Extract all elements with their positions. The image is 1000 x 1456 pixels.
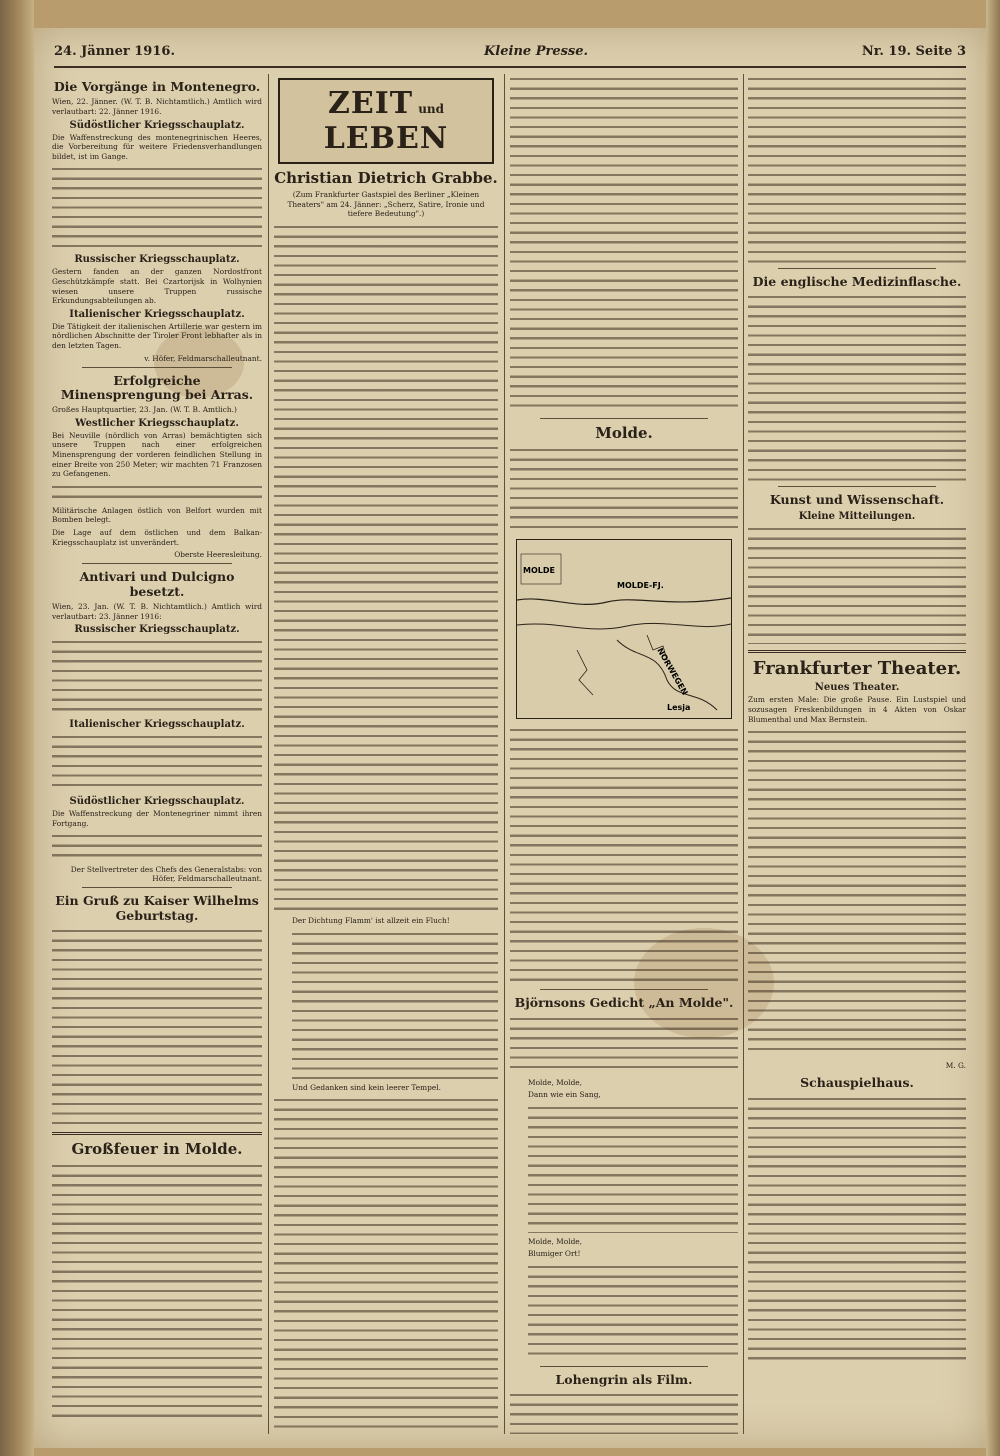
body-text <box>52 482 262 502</box>
masthead-und: und <box>418 102 445 116</box>
poem-line: Dann wie ein Sang, <box>528 1090 601 1100</box>
header-issue: Nr. 19. Seite 3 <box>861 44 966 59</box>
body-text <box>510 74 738 414</box>
body-text <box>274 1095 498 1434</box>
paragraph: Militärische Anlagen östlich von Belfort wurden mit Bomben belegt. <box>52 505 262 525</box>
header-date: 24. Jänner 1916. <box>54 44 175 59</box>
poem-line: Und Gedanken sind kein leerer Tempel. <box>292 1082 441 1092</box>
column-3 <box>510 74 738 1434</box>
headline-frankfurter-theater: Frankfurter Theater. <box>752 657 962 679</box>
headline-lohengrin: Lohengrin als Film. <box>555 1372 693 1387</box>
map-label-norwegen: NORWEGEN <box>655 646 690 697</box>
paragraph: Gestern fanden an der ganzen Nordostfront Geschützkämpfe statt. Bei Czartorijsk in Wolhynien wiesen unsere Truppen russische Erkundungsabteilungen ab. <box>52 267 262 306</box>
poem-line: Molde, Molde, <box>528 1077 583 1087</box>
feuilleton-masthead <box>278 78 494 164</box>
subhead: Russischer Kriegsschauplatz. <box>74 624 240 636</box>
poem-text <box>292 929 498 1079</box>
body-text <box>748 292 966 482</box>
paragraph: Die Tätigkeit der italienischen Artillerie war gestern im nördlichen Abschnitte der Tiroler Front lebhafter als in den letzten Tagen. <box>52 321 262 350</box>
signature: Oberste Heeresleitung. <box>174 550 262 560</box>
body-text <box>748 1094 966 1364</box>
subhead: Italienischer Kriegsschauplatz. <box>69 719 245 731</box>
column-4 <box>748 74 966 1434</box>
paragraph: Die Waffenstreckung des montenegrinischen Heeres, die Vorbereitung für weitere Friedensverhandlungen bildet, ist im Gange. <box>52 132 262 161</box>
headline-grossfeuer: Großfeuer in Molde. <box>71 1140 243 1159</box>
body-text <box>52 831 262 861</box>
map-label-molde: MOLDE <box>523 566 555 576</box>
signature: M. G. <box>945 1061 966 1071</box>
masthead-zeit: ZEIT <box>327 86 414 121</box>
subhead: Neues Theater. <box>814 682 900 694</box>
column-2 <box>274 74 498 1434</box>
body-text <box>52 637 262 715</box>
map-label-fjord: MOLDE-FJ. <box>617 581 664 591</box>
dateline: Wien, 22. Jänner. (W. T. B. Nichtamtlich.) Amtlich wird verlautbart: 22. Jänner 1916. <box>52 97 262 116</box>
headline-montenegro: Die Vorgänge in Montenegro. <box>53 79 261 94</box>
poem-line: Molde, Molde, <box>528 1236 583 1246</box>
body-text <box>52 1161 262 1421</box>
subhead: Westlicher Kriegsschauplatz. <box>75 417 239 429</box>
page-edge <box>986 0 1000 1456</box>
poem-line: Der Dichtung Flamm' ist allzeit ein Fluch! <box>292 916 450 926</box>
header-paper: Kleine Presse. <box>484 44 589 59</box>
column-1 <box>52 74 262 1434</box>
body-text <box>52 164 262 250</box>
subhead: Italienischer Kriegsschauplatz. <box>69 308 245 320</box>
map-label-lesja: Lesja <box>667 703 691 713</box>
paragraph: Die Waffenstreckung der Montenegriner nimmt ihren Fortgang. <box>52 809 262 828</box>
map-drawing <box>517 540 731 716</box>
paragraph: (Zum Frankfurter Gastspiel des Berliner „Kleinen Theaters" am 24. Jänner: „Scherz, Satire, Ironie und tiefere Bedeutung".) <box>287 190 485 219</box>
headline-kunst: Kunst und Wissenschaft. <box>769 492 945 508</box>
dateline: Großes Hauptquartier, 23. Jan. (W. T. B. Amtlich.) <box>52 405 237 415</box>
paragraph: Bei Neuville (nördlich von Arras) bemächtigten sich unsere Truppen nach einer erfolgreichen Minensprengung der vorderen feindlichen Stellung in einer Breite von 250 Meter; wir machten 71 Franzosen zu Gefangenen. <box>52 430 262 479</box>
body-text <box>748 74 966 264</box>
paragraph: Zum ersten Male: Die große Pause. Ein Lustspiel und sozusagen Freskenbildungen in 4 Akten von Oskar Blumenthal und Max Bernstein. <box>748 695 966 724</box>
headline-antivari: Antivari und Dulcigno besetzt. <box>79 569 235 599</box>
poem-text <box>528 1262 738 1362</box>
page-header <box>54 44 966 68</box>
headline-grabbe: Christian Dietrich Grabbe. <box>274 169 498 187</box>
map-molde <box>516 539 732 719</box>
body-text <box>748 727 966 1057</box>
headline-arras: Erfolgreiche Minensprengung bei Arras. <box>60 372 254 402</box>
headline-molde: Molde. <box>595 424 653 442</box>
body-text <box>274 222 498 912</box>
subhead: Südöstlicher Kriegsschauplatz. <box>69 796 245 808</box>
headline-medizin: Die englische Medizinflasche. <box>752 274 962 289</box>
book-binding <box>0 0 34 1456</box>
headline-bjoernson: Björnsons Gedicht „An Molde". <box>514 995 734 1011</box>
poem-text <box>528 1103 738 1233</box>
body-text <box>52 732 262 792</box>
dateline: Wien, 23. Jan. (W. T. B. Nichtamtlich.) Amtlich wird verlautbart: 23. Jänner 1916: <box>52 601 262 621</box>
paragraph: Die Lage auf dem östlichen und dem Balkan-Kriegsschauplatz ist unverändert. <box>52 528 262 547</box>
body-text <box>510 445 738 535</box>
newspaper-page <box>34 28 986 1448</box>
signature: Der Stellvertreter des Chefs des Generalstabs: von Höfer, Feldmarschalleutnant. <box>70 865 262 884</box>
headline-gruss: Ein Gruß zu Kaiser Wilhelms Geburtstag. <box>55 893 259 923</box>
headline-schauspielhaus: Schauspielhaus. <box>800 1075 914 1091</box>
subhead: Kleine Mitteilungen. <box>798 510 916 522</box>
subhead: Russischer Kriegsschauplatz. <box>74 254 240 266</box>
subhead: Südöstlicher Kriegsschauplatz. <box>69 119 245 131</box>
body-text <box>510 725 738 985</box>
body-text <box>748 524 966 644</box>
signature: v. Höfer, Feldmarschalleutnant. <box>144 353 262 363</box>
masthead-leben: LEBEN <box>323 121 449 156</box>
body-text <box>510 1014 738 1074</box>
body-text <box>510 1390 738 1434</box>
body-text <box>52 926 262 1126</box>
poem-line: Blumiger Ort! <box>528 1249 581 1259</box>
